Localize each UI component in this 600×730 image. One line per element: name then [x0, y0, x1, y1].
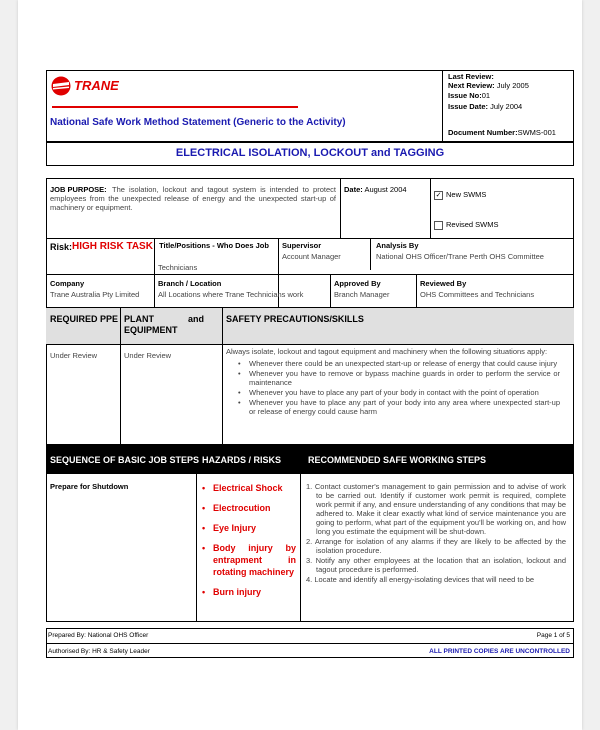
recommended-step-2: 2. Arrange for isolation of any alarms if they are likely to be affected by the isolation procedure. — [306, 537, 566, 555]
safety-intro: Always isolate, lockout and tagout equipment and machinery when the following situations apply: — [226, 347, 548, 356]
document-page — [18, 0, 582, 730]
safety-bullet-2: • Whenever you have to remove or bypass machine guards in order to perform the service or maintenance — [238, 369, 560, 387]
new-swms-checkbox[interactable]: ✓ — [435, 191, 442, 199]
required-ppe-header: REQUIRED PPE — [50, 314, 119, 324]
hazards-list — [202, 482, 296, 599]
approved-value: Branch Manager — [334, 290, 390, 299]
prepared-by: Prepared By: National OHS Officer — [48, 632, 149, 639]
safety-bullet-4: • Whenever you have to place any part of your body into any area where unexpected start-up or release of energy could cause harm — [238, 398, 560, 416]
hazards-header: HAZARDS / RISKS — [202, 455, 282, 465]
approved-label: Approved By — [334, 279, 381, 288]
job-step: Prepare for Shutdown — [50, 482, 129, 491]
recommended-step-4: 4. Locate and identify all energy-isolating devices that will need to be — [306, 575, 535, 584]
supervisor-value: Account Manager — [282, 252, 341, 261]
hazard-5: • Burn injury — [202, 586, 296, 598]
authorised-by: Authorised By: HR & Safety Leader — [48, 648, 150, 655]
purpose-date — [344, 185, 407, 194]
company-value: Trane Australia Pty Limited — [50, 290, 140, 299]
required-ppe-value: Under Review — [50, 351, 98, 360]
analysis-value: National OHS Officer/Trane Perth OHS Committee — [376, 252, 544, 261]
issue-date-value: July 2004 — [490, 102, 523, 111]
safety-bullet-list — [238, 359, 560, 416]
branch-label: Branch / Location — [158, 279, 222, 288]
positions-value: Technicians — [158, 263, 198, 272]
positions-label: Title/Positions - Who Does Job — [159, 241, 269, 250]
issue-no-value: 01 — [481, 91, 491, 100]
safety-precautions-header: SAFETY PRECAUTIONS/SKILLS — [226, 314, 364, 324]
date-value: August 2004 — [364, 185, 407, 194]
risk-label: Risk: — [50, 242, 73, 252]
last-review-label: Last Review: — [448, 72, 494, 81]
plant-equipment-header: PLANT and EQUIPMENT — [124, 314, 204, 335]
reviewed-label: Reviewed By — [420, 279, 467, 288]
hazard-bullet-list — [202, 482, 296, 598]
revised-swms-checkbox[interactable] — [434, 221, 443, 230]
page-number: Page 1 of 5 — [536, 632, 570, 639]
safety-bullet-3: • Whenever you have to place any part of your body in contact with the point of operation — [238, 388, 560, 397]
issue-date — [448, 102, 522, 111]
sequence-header: SEQUENCE OF BASIC JOB STEPS — [50, 455, 200, 465]
safety-bullet-1: • Whenever there could be an unexpected start-up or release of energy that could cause injury — [238, 359, 560, 368]
new-swms-label: New SWMS — [446, 190, 487, 199]
safety-bullets — [238, 359, 560, 417]
issue-no — [448, 91, 490, 100]
new-swms[interactable] — [434, 190, 486, 200]
company-label: Company — [50, 279, 85, 288]
risk-value: HIGH RISK TASK — [72, 241, 153, 252]
revised-swms[interactable] — [434, 220, 499, 230]
issue-no-label: Issue No: — [448, 91, 482, 100]
hazard-2: • Electrocution — [202, 502, 296, 514]
issue-date-label: Issue Date: — [448, 102, 489, 111]
next-review-value: July 2005 — [496, 81, 529, 90]
recommended-step-3: 3. Notify any other employees at the location that an isolation, lockout and tagout procedure is performed. — [306, 556, 566, 574]
statement-title: National Safe Work Method Statement (Generic to the Activity) — [50, 117, 346, 128]
hazard-1: • Electrical Shock — [202, 482, 296, 494]
doc-number — [448, 128, 556, 137]
uncontrolled-notice: ALL PRINTED COPIES ARE UNCONTROLLED — [429, 648, 570, 655]
doc-number-value: SWMS-001 — [517, 128, 556, 137]
trane-logo — [50, 75, 122, 97]
next-review-label: Next Review: — [448, 81, 495, 90]
branch-value: All Locations where Trane Technicians work — [158, 290, 304, 299]
supervisor-label: Supervisor — [282, 241, 322, 250]
purpose-text: The isolation, lockout and tagout system is intended to protect employees from the unexpected release of energy and the unexpected start-up of machinery or equipment. — [50, 185, 336, 212]
hazard-3: • Eye Injury — [202, 522, 296, 534]
purpose-label: JOB PURPOSE: — [50, 185, 107, 194]
date-label: Date: — [344, 185, 363, 194]
hazard-4: • Body injury by entrapment in rotating machinery — [202, 542, 296, 578]
recommended-step-1: 1. Contact customer's management to gain permission and to advise of work to be carried out. Identify if customer work permit is required, complete work permit if any, and ensure understanding of any conditions that may be adhered to. Make it clear exactly what kind of service maintenance you are going to perform, what part of the equipment you'll be working on, and how long you estimate the equipment will be shut-down. — [306, 482, 566, 536]
doc-number-label: Document Number: — [448, 128, 518, 137]
logo-text: TRANE — [74, 78, 119, 93]
revised-swms-label: Revised SWMS — [446, 220, 499, 229]
analysis-label: Analysis By — [376, 241, 419, 250]
document-title: ELECTRICAL ISOLATION, LOCKOUT and TAGGING — [175, 147, 445, 159]
recommended-steps — [306, 482, 566, 584]
plant-equipment-value: Under Review — [124, 351, 172, 360]
recommended-header: RECOMMENDED SAFE WORKING STEPS — [308, 455, 487, 465]
reviewed-value: OHS Committees and Technicians — [420, 290, 535, 299]
next-review — [448, 81, 529, 90]
